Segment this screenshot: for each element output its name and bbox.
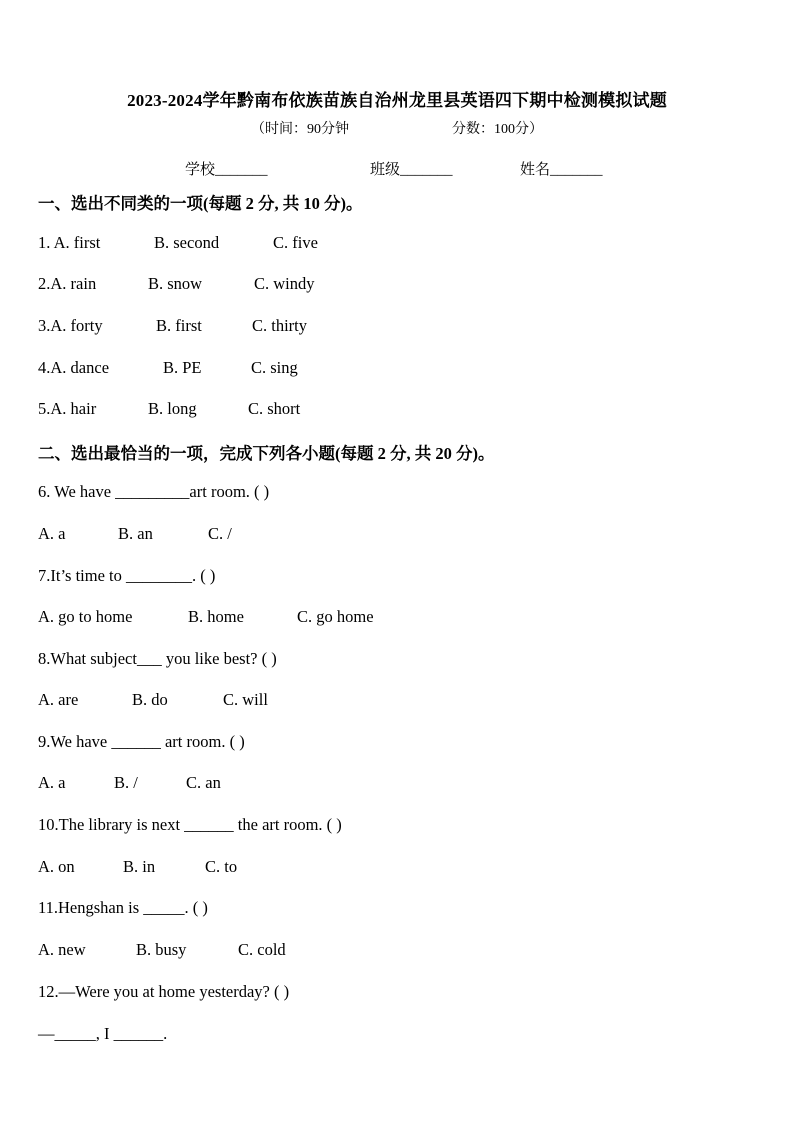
question-option-c: C. short	[248, 399, 301, 418]
question-option-a: 2.A. rain	[38, 274, 97, 293]
section-1-heading: 一、选出不同类的一项(每题 2 分, 共 10 分)。	[38, 194, 363, 213]
option-a: A. a	[38, 524, 66, 543]
exam-info	[0, 118, 794, 138]
class-field[interactable]: 班级_______	[370, 162, 453, 178]
question-text: 7.It’s time to ________. ( )	[38, 566, 216, 585]
question-option-c: C. sing	[251, 358, 298, 377]
question-option-c: C. five	[273, 233, 318, 252]
question-text: 10.The library is next ______ the art room. ( )	[38, 815, 342, 834]
question-option-b: B. first	[156, 316, 202, 335]
question-text: 6. We have _________art room. ( )	[38, 482, 270, 501]
section-2-heading: 二、选出最恰当的一项，完成下列各小题(每题 2 分, 共 20 分)。	[38, 444, 495, 463]
page-title: 2023-2024学年黔南布依族苗族自治州龙里县英语四下期中检测模拟试题	[127, 91, 667, 110]
option-a: A. go to home	[38, 607, 133, 626]
question-option-b: B. second	[154, 233, 220, 252]
question-option-b: B. long	[148, 399, 197, 418]
option-b: B. do	[132, 690, 168, 709]
question-option-c: C. thirty	[252, 316, 308, 335]
option-b: B. /	[114, 773, 138, 792]
question-text: 11.Hengshan is _____. ( )	[38, 898, 208, 917]
option-c: C. will	[223, 690, 268, 709]
question-option-a: 5.A. hair	[38, 399, 97, 418]
question-text: 12.—Were you at home yesterday? ( )	[38, 982, 290, 1001]
question-option-b: B. PE	[163, 358, 202, 377]
option-a: A. new	[38, 940, 86, 959]
option-c: C. go home	[297, 607, 374, 626]
question-option-a: 4.A. dance	[38, 358, 110, 377]
option-c: C. cold	[238, 940, 286, 959]
question-option-a: 1. A. first	[38, 233, 101, 252]
answer-blank-line[interactable]: —_____, I ______.	[38, 1024, 168, 1043]
option-b: B. busy	[136, 940, 187, 959]
score-info: 分数：100分）	[452, 122, 543, 137]
question-text: 9.We have ______ art room. ( )	[38, 732, 245, 751]
name-field[interactable]: 姓名_______	[520, 162, 603, 178]
option-a: A. are	[38, 690, 79, 709]
school-field[interactable]: 学校_______	[185, 162, 268, 178]
question-option-b: B. snow	[148, 274, 203, 293]
option-b: B. in	[123, 857, 156, 876]
option-a: A. a	[38, 773, 66, 792]
option-a: A. on	[38, 857, 75, 876]
time-info: （时间：90分钟	[251, 122, 349, 137]
option-c: C. /	[208, 524, 232, 543]
option-b: B. home	[188, 607, 244, 626]
option-c: C. an	[186, 773, 221, 792]
question-option-c: C. windy	[254, 274, 315, 293]
question-option-a: 3.A. forty	[38, 316, 103, 335]
question-text: 8.What subject___ you like best? ( )	[38, 649, 277, 668]
option-b: B. an	[118, 524, 153, 543]
option-c: C. to	[205, 857, 238, 876]
